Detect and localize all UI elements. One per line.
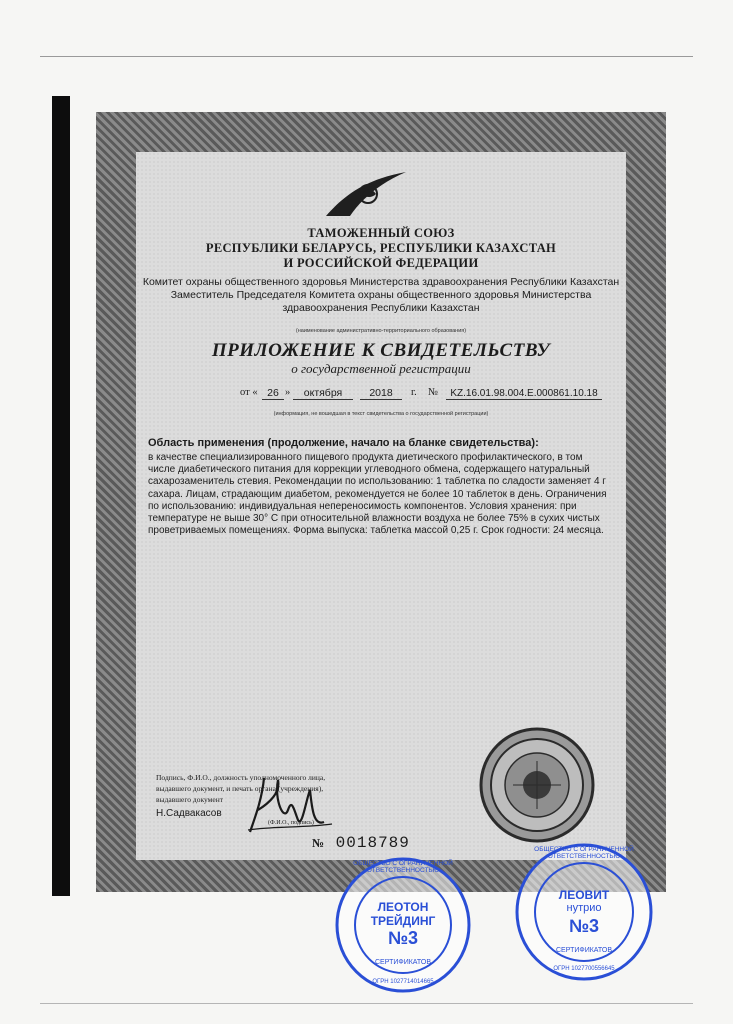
scope-line: температуре не выше 30° С при относительной влажности воздуха не более 75% в сухих чистых: [148, 513, 600, 525]
signature-label-line: Подпись, Ф.И.О., должность уполномоченного лица,: [156, 773, 326, 782]
customs-union-title: [136, 226, 626, 271]
scope-line: по использованию: индивидуальная непереносимость компонентов. Условия хранения: при: [148, 500, 577, 512]
scope-line: сахарозаменитель стевия. Рекомендации по использованию: 1 таблетка по сладости заменяет 4 г: [148, 476, 606, 488]
form-number: [312, 834, 410, 852]
scan-edge-top: [40, 56, 693, 57]
union-line-3: И РОССИЙСКОЙ ФЕДЕРАЦИИ: [283, 256, 479, 270]
registration-number: KZ.16.01.98.004.E.000861.10.18: [446, 387, 602, 401]
committee-line-3: здравоохранения Республики Казахстан: [282, 302, 480, 314]
date-day: 26: [262, 387, 284, 401]
company-stamp-right: [514, 842, 654, 982]
committee-line-2: Заместитель Председателя Комитета охраны общественного здоровья Министерства: [170, 289, 592, 301]
scan-edge-bottom: [40, 1003, 693, 1004]
stamp-right-ogrn: ОГРН 1027700556645: [553, 966, 615, 972]
signature-label-line: выдавшего документ: [156, 795, 224, 804]
document-title: ПРИЛОЖЕНИЕ К СВИДЕТЕЛЬСТВУ: [211, 340, 551, 361]
date-close-quote: »: [285, 387, 291, 398]
stamp-right-name-2: нутрио: [566, 902, 602, 914]
form-number-value: 0018789: [335, 834, 410, 852]
scope-line: сахара. Лицам, страдающим диабетом, рекомендуется не более 10 таблеток в день. Ограничения: [148, 488, 607, 500]
stamp-left-ogrn: ОГРН 1027714014665: [372, 979, 434, 985]
date-year: 2018: [360, 387, 402, 401]
stamp-left-name-1: ЛЕОТОН: [377, 900, 429, 914]
scope-line: числе диабетического питания для коррекции углеводного обмена, содержащего натуральный: [148, 464, 590, 476]
authority-note: (наименование административно-территориального образования): [295, 328, 467, 334]
info-note: (информация, не вошедшая в текст свидетельства о государственной регистрации): [273, 411, 489, 417]
company-stamp-left: [334, 856, 472, 994]
scope-line: проветриваемых помещениях. Форма выпуска: таблетка массой 0,25 г. Срок годности: 24 месяца.: [148, 525, 604, 537]
stamp-right-bottom-text: СЕРТИФИКАТОВ: [555, 947, 612, 954]
stamp-left-bottom-text: СЕРТИФИКАТОВ: [374, 959, 431, 966]
scan-shadow-bar: [52, 96, 70, 896]
signature-label-line: выдавшего документ, и печать органа (учреждения),: [156, 784, 324, 793]
stamp-right-name-1: ЛЕОВИТ: [558, 888, 610, 902]
handwritten-signature: [244, 770, 334, 840]
stamp-right-number: №3: [568, 916, 600, 936]
union-line-2: РЕСПУБЛИКИ БЕЛАРУСЬ, РЕСПУБЛИКИ КАЗАХСТАН: [205, 241, 557, 255]
issuing-committee: [136, 276, 626, 315]
fio-note: (Ф.И.О., подпись): [268, 820, 314, 826]
signer-name: Н.Садвакасов: [156, 808, 222, 819]
scope-heading: Область применения (продолжение, начало на бланке свидетельства):: [148, 437, 539, 449]
date-month: октября: [293, 387, 353, 401]
customs-union-emblem-icon: [322, 168, 412, 220]
stamp-left-name-2: ТРЕЙДИНГ: [370, 914, 436, 928]
stamp-left-number: №3: [387, 928, 419, 948]
stamp-right-top-text: ОБЩЕСТВО С ОГРАНИЧЕННОЙ ОТВЕТСТВЕННОСТЬЮ: [534, 846, 634, 860]
scope-line: в качестве специализированного пищевого продукта диетического профилактического, в том: [148, 452, 583, 463]
union-line-1: ТАМОЖЕННЫЙ СОЮЗ: [307, 226, 455, 240]
committee-line-1: Комитет охраны общественного здоровья Министерства здравоохранения Республики Казахстан: [142, 276, 620, 288]
stamp-left-top-text: ОБЩЕСТВО С ОГРАНИЧЕННОЙ ОТВЕТСТВЕННОСТЬЮ: [353, 860, 453, 874]
date-year-suffix: г.: [411, 387, 417, 398]
date-prefix: от «: [240, 387, 258, 398]
scope-text: [148, 452, 613, 537]
number-sign: №: [428, 387, 439, 398]
official-seal-icon: [478, 726, 596, 844]
form-number-prefix: №: [312, 836, 326, 850]
document-subtitle: о государственной регистрации: [291, 361, 471, 376]
